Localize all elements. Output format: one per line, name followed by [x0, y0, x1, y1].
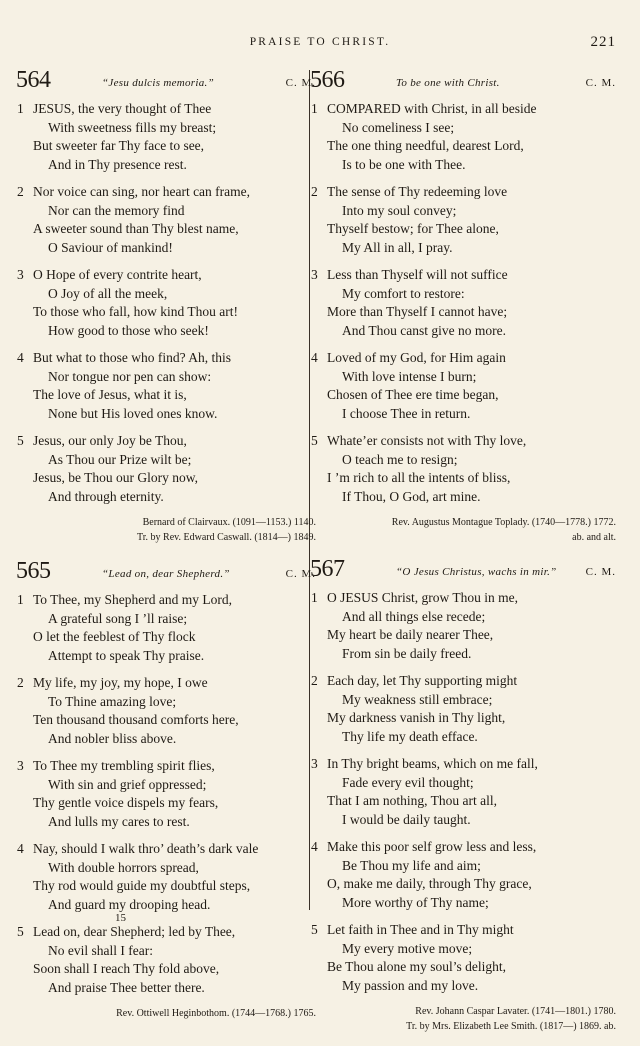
verse-line: Nor voice can sing, nor heart can frame,	[33, 184, 251, 199]
verse-line: To Thee my trembling spirit flies,	[33, 758, 215, 773]
stanza-number: 5	[17, 433, 24, 448]
hymn-number: 565	[16, 558, 51, 584]
verse-line: But sweeter far Thy face to see,	[33, 138, 205, 153]
verse-line: Make this poor self grow less and less,	[327, 839, 537, 854]
verse-line: Into my soul convey;	[342, 202, 457, 218]
stanza	[310, 266, 616, 340]
stanza-number: 3	[311, 756, 318, 771]
hymn-heading	[16, 559, 316, 591]
stanza-number: 2	[17, 675, 24, 690]
stanza-number: 3	[17, 758, 24, 773]
hymn-heading	[16, 68, 316, 100]
verse-line: Loved of my God, for Him again	[327, 350, 506, 365]
verse-line: My weakness still embrace;	[342, 691, 493, 707]
verse-line: Nay, should I walk thro’ death’s dark vale	[33, 841, 259, 856]
verse-line: Soon shall I reach Thy fold above,	[33, 961, 220, 976]
hymn-attribution: Tr. by Rev. Edward Caswall. (1814—) 1849.	[137, 532, 316, 543]
verse-line: Thy life my death efface.	[342, 728, 478, 744]
stanza-number: 4	[17, 350, 24, 365]
stanza-number: 5	[17, 924, 24, 939]
verse-line: Nor can the memory find	[48, 202, 185, 218]
stanza-number: 1	[311, 590, 318, 605]
stanza	[16, 923, 316, 997]
stanza	[16, 100, 316, 174]
verse-line: With sweetness fills my breast;	[48, 119, 217, 135]
verse-line: And lulls my cares to rest.	[48, 813, 190, 829]
hymn-number: 564	[16, 67, 51, 93]
verse-line: Ten thousand thousand comforts here,	[33, 712, 239, 727]
verse-line: COMPARED with Christ, in all beside	[327, 101, 537, 116]
verse-line: And through eternity.	[48, 488, 164, 504]
verse-line: Jesus, be Thou our Glory now,	[33, 470, 198, 485]
stanza	[310, 432, 616, 506]
hymn-title: “Jesu dulcis memoria.”	[102, 77, 215, 89]
verse-line: Be Thou alone my soul’s delight,	[327, 959, 506, 974]
hymn-title: To be one with Christ.	[396, 77, 500, 89]
stanza	[16, 183, 316, 257]
verse-line: Chosen of Thee ere time began,	[327, 387, 499, 402]
hymn-attribution: Tr. by Mrs. Elizabeth Lee Smith. (1817—) 1869. ab.	[406, 1021, 616, 1032]
verse-line: From sin be daily freed.	[342, 645, 472, 661]
stanza	[310, 349, 616, 423]
stanza-number: 5	[311, 433, 318, 448]
verse-line: No evil shall I fear:	[48, 942, 153, 958]
stanza-number: 5	[311, 922, 318, 937]
verse-line: Each day, let Thy supporting might	[327, 673, 518, 688]
verse-line: Let faith in Thee and in Thy might	[327, 922, 514, 937]
verse-line: With sin and grief oppressed;	[48, 776, 207, 792]
hymn-attribution: Rev. Augustus Montague Toplady. (1740—1778.) 1772.	[391, 517, 616, 528]
verse-line: O let the feeblest of Thy flock	[33, 629, 196, 644]
hymn-title: “O Jesus Christus, wachs in mir.”	[396, 566, 557, 578]
verse-line: O Saviour of mankind!	[48, 239, 173, 255]
verse-line: Is to be one with Thee.	[342, 156, 466, 172]
verse-line: JESUS, the very thought of Thee	[33, 101, 212, 116]
verse-line: As Thou our Prize wilt be;	[48, 451, 192, 467]
verse-line: O teach me to resign;	[342, 451, 458, 467]
hymn	[310, 557, 616, 1034]
verse-line: A grateful song I ’ll raise;	[48, 610, 188, 626]
page-number: 221	[590, 34, 616, 50]
running-head: PRAISE TO CHRIST.	[249, 36, 391, 48]
verse-line: Lead on, dear Shepherd; led by Thee,	[33, 924, 236, 939]
right-column	[310, 68, 616, 1046]
stanza	[16, 591, 316, 665]
stanza-number: 3	[17, 267, 24, 282]
verse-line: My every motive move;	[342, 940, 473, 956]
verse-line: That I am nothing, Thou art all,	[327, 793, 497, 808]
verse-line: My comfort to restore:	[342, 285, 465, 301]
stanza	[310, 755, 616, 829]
verse-line: Nor tongue nor pen can show:	[48, 368, 212, 384]
hymn	[310, 68, 616, 545]
hymn-attribution: ab. and alt.	[572, 532, 616, 543]
verse-line: The sense of Thy redeeming love	[327, 184, 508, 199]
verse-line: Thy rod would guide my doubtful steps,	[33, 878, 251, 893]
hymn-meter: C. M.	[285, 568, 316, 580]
stanza-number: 4	[311, 350, 318, 365]
stanza	[310, 838, 616, 912]
verse-line: None but His loved ones know.	[48, 405, 218, 421]
verse-line: Attempt to speak Thy praise.	[48, 647, 205, 663]
verse-line: But what to those who find? Ah, this	[33, 350, 231, 365]
stanza-number: 2	[311, 184, 318, 199]
verse-line: I would be daily taught.	[342, 811, 471, 827]
verse-line: With love intense I burn;	[342, 368, 477, 384]
verse-line: And Thou canst give no more.	[342, 322, 506, 338]
verse-line: O Joy of all the meek,	[48, 285, 168, 301]
stanza	[16, 266, 316, 340]
stanza	[310, 100, 616, 174]
hymn-attribution: Rev. Ottiwell Heginbothom. (1744—1768.) 1765.	[116, 1008, 316, 1019]
verse-line: How good to those who seek!	[48, 322, 209, 338]
stanza	[310, 672, 616, 746]
stanza-number: 4	[17, 841, 24, 856]
verse-line: The one thing needful, dearest Lord,	[327, 138, 524, 153]
hymn-attribution: Rev. Johann Caspar Lavater. (1741—1801.) 1780.	[415, 1006, 616, 1017]
verse-line: To Thine amazing love;	[48, 693, 177, 709]
verse-line: More worthy of Thy name;	[342, 894, 489, 910]
verse-line: More than Thyself I cannot have;	[327, 304, 508, 319]
hymn-attribution: Bernard of Clairvaux. (1091—1153.) 1140.	[142, 517, 316, 528]
hymn-heading	[310, 68, 616, 100]
hymn	[16, 559, 316, 1021]
verse-line: Thyself bestow; for Thee alone,	[327, 221, 499, 236]
stanza	[16, 840, 316, 914]
stanza-number: 2	[311, 673, 318, 688]
stanza-number: 2	[17, 184, 24, 199]
verse-line: Be Thou my life and aim;	[342, 857, 481, 873]
verse-line: I choose Thee in return.	[342, 405, 471, 421]
stanza-number: 1	[17, 101, 24, 116]
hymn-number: 567	[310, 556, 345, 582]
stanza-number: 3	[311, 267, 318, 282]
hymn-meter: C. M.	[585, 566, 616, 578]
stanza	[16, 432, 316, 506]
stanza-number: 4	[311, 839, 318, 854]
verse-line: Whate’er consists not with Thy love,	[327, 433, 527, 448]
stanza	[16, 674, 316, 748]
left-column	[16, 68, 316, 1033]
verse-line: Less than Thyself will not suffice	[327, 267, 508, 282]
verse-line: Thy gentle voice dispels my fears,	[33, 795, 219, 810]
verse-line: My passion and my love.	[342, 977, 479, 993]
verse-line: My life, my joy, my hope, I owe	[33, 675, 208, 690]
verse-line: With double horrors spread,	[48, 859, 199, 875]
hymn-meter: C. M.	[585, 77, 616, 89]
hymn-heading	[310, 557, 616, 589]
hymn-title: “Lead on, dear Shepherd.”	[102, 568, 230, 580]
verse-line: My heart be daily nearer Thee,	[327, 627, 494, 642]
verse-line: If Thou, O God, art mine.	[342, 488, 481, 504]
stanza	[310, 589, 616, 663]
verse-line: My All in all, I pray.	[342, 239, 453, 255]
verse-line: The love of Jesus, what it is,	[33, 387, 187, 402]
hymn	[16, 68, 316, 545]
hymn-meter: C. M.	[285, 77, 316, 89]
verse-line: O JESUS Christ, grow Thou in me,	[327, 590, 519, 605]
verse-line: A sweeter sound than Thy blest name,	[33, 221, 239, 236]
verse-line: To Thee, my Shepherd and my Lord,	[33, 592, 233, 607]
verse-line: In Thy bright beams, which on me fall,	[327, 756, 538, 771]
stanza-number: 1	[17, 592, 24, 607]
verse-line: O, make me daily, through Thy grace,	[327, 876, 532, 891]
stanza	[310, 921, 616, 995]
verse-line: And guard my drooping head.	[48, 896, 211, 912]
verse-line: No comeliness I see;	[342, 119, 455, 135]
hymn-number: 566	[310, 67, 345, 93]
verse-line: O Hope of every contrite heart,	[33, 267, 202, 282]
verse-line: I ’m rich to all the intents of bliss,	[327, 470, 511, 485]
verse-line: And nobler bliss above.	[48, 730, 177, 746]
verse-line: Jesus, our only Joy be Thou,	[33, 433, 187, 448]
stanza	[16, 757, 316, 831]
verse-line: And praise Thee better there.	[48, 979, 205, 995]
verse-line: Fade every evil thought;	[342, 774, 474, 790]
verse-line: To those who fall, how kind Thou art!	[33, 304, 239, 319]
stanza	[310, 183, 616, 257]
stanza	[16, 349, 316, 423]
verse-line: And in Thy presence rest.	[48, 156, 187, 172]
signature-mark: 15	[115, 912, 126, 924]
stanza-number: 1	[311, 101, 318, 116]
verse-line: And all things else recede;	[342, 608, 486, 624]
verse-line: My darkness vanish in Thy light,	[327, 710, 506, 725]
